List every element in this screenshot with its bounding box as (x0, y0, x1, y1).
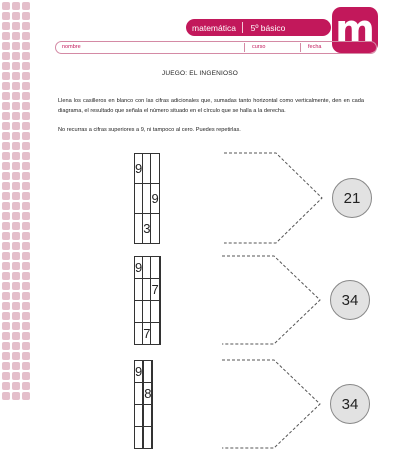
binding-dot (2, 32, 10, 40)
blank-cell[interactable] (152, 427, 153, 449)
binding-dot (2, 372, 10, 380)
binding-dot (22, 122, 30, 130)
binding-dot (22, 212, 30, 220)
binding-dot (12, 122, 20, 130)
binding-dot (12, 332, 20, 340)
binding-dot (12, 102, 20, 110)
binding-dot (22, 132, 30, 140)
binding-dot (12, 2, 20, 10)
binding-dot (2, 92, 10, 100)
binding-dot (22, 92, 30, 100)
binding-dot (2, 182, 10, 190)
binding-dot (12, 202, 20, 210)
binding-dot (2, 262, 10, 270)
given-number-cell: 7 (143, 323, 151, 345)
binding-dot (22, 2, 30, 10)
binding-dot (22, 312, 30, 320)
binding-dot (2, 202, 10, 210)
given-number-cell: 8 (144, 383, 152, 405)
binding-dot (12, 272, 20, 280)
binding-dot (2, 292, 10, 300)
binding-dot (22, 22, 30, 30)
binding-dot (12, 262, 20, 270)
binding-dot (22, 332, 30, 340)
binding-dot (22, 12, 30, 20)
binding-dot (22, 392, 30, 400)
puzzle-grid (134, 360, 153, 449)
binding-dot (12, 52, 20, 60)
binding-dot (2, 42, 10, 50)
logo-m-icon: m (332, 7, 378, 53)
binding-dot (22, 32, 30, 40)
binding-dot (12, 252, 20, 260)
binding-dot (12, 292, 20, 300)
blank-cell[interactable] (143, 184, 151, 214)
instructions-note: No recurras a cifras superiores a 9, ni tampoco al cero. Puedes repetirlas. (58, 127, 241, 133)
binding-dot (2, 122, 10, 130)
binding-dot (12, 242, 20, 250)
binding-dot (12, 42, 20, 50)
blank-cell[interactable] (159, 279, 160, 301)
binding-dot (22, 82, 30, 90)
binding-dot (2, 222, 10, 230)
binding-dot (22, 62, 30, 70)
binding-dot (22, 102, 30, 110)
blank-cell[interactable] (151, 257, 159, 279)
binding-dot (12, 162, 20, 170)
given-number-cell: 9 (135, 154, 143, 184)
binding-dot (2, 82, 10, 90)
blank-cell[interactable] (152, 361, 153, 383)
binding-dot (12, 172, 20, 180)
binding-dot (12, 362, 20, 370)
subject-label: matemática (192, 22, 236, 33)
given-number-cell: 9 (135, 361, 143, 383)
blank-cell[interactable] (151, 214, 159, 244)
binding-dot (2, 272, 10, 280)
given-number-cell: 3 (143, 214, 151, 244)
arrow-outline (222, 360, 320, 448)
binding-dot (22, 162, 30, 170)
blank-cell[interactable] (152, 383, 153, 405)
blank-cell[interactable] (151, 154, 159, 184)
binding-dot (2, 112, 10, 120)
binding-dot (2, 322, 10, 330)
student-info-row (55, 41, 377, 54)
blank-cell[interactable] (151, 301, 159, 323)
blank-cell[interactable] (143, 279, 151, 301)
binding-dot (12, 12, 20, 20)
binding-dot (22, 342, 30, 350)
binding-dot (2, 132, 10, 140)
binding-dot (22, 192, 30, 200)
binding-dot (2, 352, 10, 360)
binding-dot (2, 192, 10, 200)
binding-dot (22, 112, 30, 120)
binding-dot (22, 292, 30, 300)
arrow-outline (222, 256, 320, 344)
binding-dot (12, 132, 20, 140)
blank-cell[interactable] (143, 301, 151, 323)
binding-dot (12, 112, 20, 120)
binding-dot (22, 232, 30, 240)
binding-dot (12, 22, 20, 30)
binding-dot (12, 62, 20, 70)
blank-cell[interactable] (143, 257, 151, 279)
binding-dot (2, 62, 10, 70)
course-field-label: curso (252, 44, 266, 50)
field-divider (300, 43, 301, 52)
binding-dot (12, 82, 20, 90)
binding-dot (22, 352, 30, 360)
binding-dot (22, 202, 30, 210)
binding-dot (12, 342, 20, 350)
blank-cell[interactable] (143, 154, 151, 184)
binding-dot (12, 32, 20, 40)
given-number-cell: 9 (151, 184, 159, 214)
binding-dot (12, 222, 20, 230)
binding-dot (22, 322, 30, 330)
binding-dot (2, 312, 10, 320)
binding-dot (12, 92, 20, 100)
binding-dot (12, 212, 20, 220)
binding-dot (2, 162, 10, 170)
binding-dot (12, 322, 20, 330)
binding-dot (22, 272, 30, 280)
binding-dot (22, 152, 30, 160)
blank-cell[interactable] (144, 427, 152, 449)
blank-cell[interactable] (135, 323, 143, 345)
target-sum-circle: 34 (330, 384, 370, 424)
binding-dot (12, 312, 20, 320)
blank-cell[interactable] (151, 323, 159, 345)
blank-cell[interactable] (135, 184, 143, 214)
binding-dot (2, 252, 10, 260)
blank-cell[interactable] (159, 257, 160, 279)
binding-dot (22, 182, 30, 190)
binding-dot (12, 142, 20, 150)
binding-dot (2, 212, 10, 220)
field-divider (244, 43, 245, 52)
binding-dot (22, 282, 30, 290)
binding-dot (2, 152, 10, 160)
blank-cell[interactable] (135, 279, 143, 301)
blank-cell[interactable] (159, 323, 160, 345)
blank-cell[interactable] (152, 405, 153, 427)
binding-dot (2, 12, 10, 20)
target-sum-circle: 21 (332, 178, 372, 218)
binding-dot (22, 372, 30, 380)
date-field-label: fecha (308, 44, 322, 50)
blank-cell[interactable] (135, 301, 143, 323)
blank-cell[interactable] (135, 383, 143, 405)
binding-dot (12, 152, 20, 160)
binding-dot (12, 352, 20, 360)
arrow-connector-icon (222, 360, 322, 448)
binding-dot (2, 242, 10, 250)
binding-dot (2, 22, 10, 30)
binding-dot (2, 102, 10, 110)
worksheet-title: JUEGO: EL INGENIOSO (161, 70, 239, 77)
target-sum-circle: 34 (330, 280, 370, 320)
binding-dot (2, 332, 10, 340)
binding-dot (2, 392, 10, 400)
arrow-connector-icon (224, 153, 324, 243)
binding-dot (2, 342, 10, 350)
given-number-cell: 7 (151, 279, 159, 301)
binding-dot (12, 372, 20, 380)
name-field-label: nombre (62, 44, 81, 50)
binding-dot (12, 392, 20, 400)
binding-dot (12, 302, 20, 310)
blank-cell[interactable] (135, 214, 143, 244)
binding-dot (22, 362, 30, 370)
blank-cell[interactable] (135, 405, 143, 427)
blank-cell[interactable] (144, 405, 152, 427)
binding-dot (22, 142, 30, 150)
given-number-cell: 9 (135, 257, 143, 279)
arrow-outline (224, 153, 322, 243)
blank-cell[interactable] (144, 361, 152, 383)
instructions-text: Llena los casilleros en blanco con las cifras adicionales que, sumadas tanto horizontal como verticalmente, den en cada diagrama, el resultado que señala el número situado en el círculo que se halla a la derecha. (58, 98, 364, 114)
binding-dot (2, 282, 10, 290)
binding-dot (12, 282, 20, 290)
binding-dot (12, 232, 20, 240)
binding-dot (12, 382, 20, 390)
binding-dot (2, 172, 10, 180)
binding-dot (2, 142, 10, 150)
binding-dot (12, 192, 20, 200)
blank-cell[interactable] (135, 427, 143, 449)
binding-dot (2, 382, 10, 390)
binding-dot (12, 182, 20, 190)
binding-dot (22, 222, 30, 230)
subject-badge (186, 19, 331, 36)
binding-dot (2, 362, 10, 370)
binding-dot (22, 382, 30, 390)
binding-dot (22, 302, 30, 310)
blank-cell[interactable] (159, 301, 160, 323)
binding-dot (2, 232, 10, 240)
puzzle-grid (134, 256, 161, 345)
binding-dot (22, 172, 30, 180)
binding-dot (22, 252, 30, 260)
binding-dot (2, 302, 10, 310)
binding-dots-decoration (0, 0, 30, 400)
binding-dot (2, 52, 10, 60)
arrow-connector-icon (222, 256, 322, 344)
binding-dot (22, 262, 30, 270)
grade-label: 5º básico (250, 22, 286, 33)
binding-dot (22, 42, 30, 50)
binding-dot (2, 2, 10, 10)
puzzle-grid (134, 153, 160, 244)
binding-dot (22, 52, 30, 60)
binding-dot (22, 242, 30, 250)
